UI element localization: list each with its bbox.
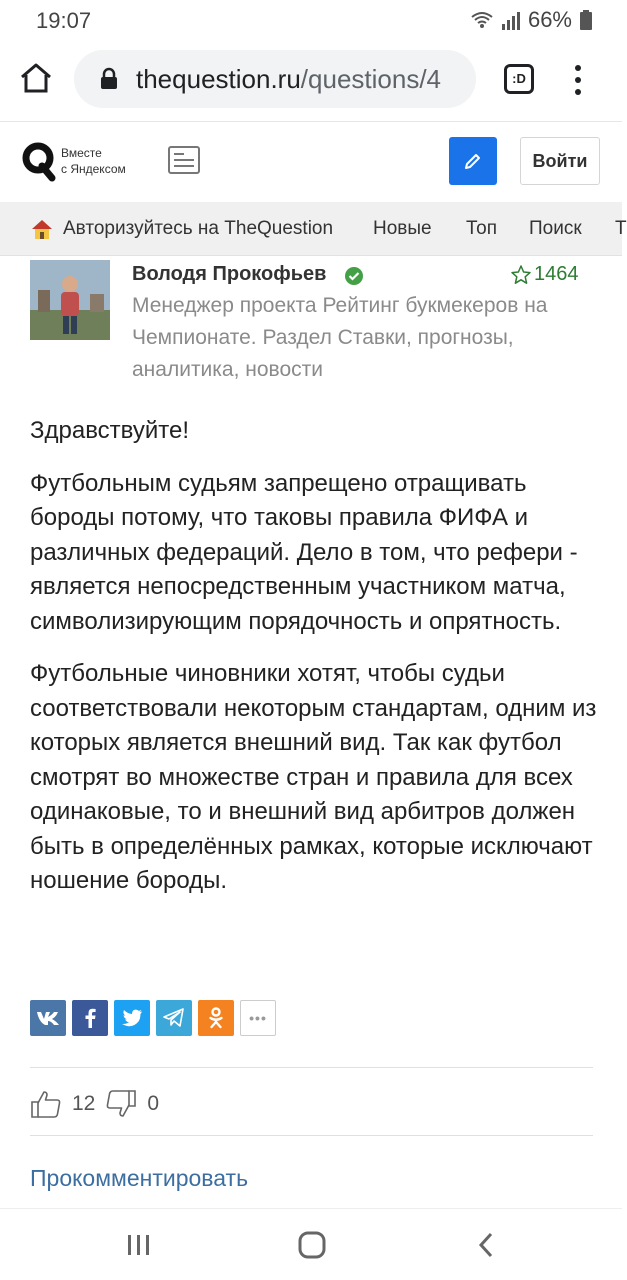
battery-icon (580, 10, 592, 30)
vote-row (30, 1084, 169, 1124)
write-question-button[interactable] (449, 137, 497, 185)
url-text[interactable] (136, 64, 462, 95)
home-icon[interactable] (18, 60, 54, 96)
author-rating (510, 263, 579, 286)
thumbs-up-icon[interactable] (30, 1089, 62, 1119)
facebook-icon (84, 1008, 96, 1028)
nav-item-top[interactable]: Топ (466, 218, 497, 239)
status-icons (470, 7, 592, 33)
tab-switcher-button[interactable]: :D (504, 64, 534, 94)
thequestion-logo-icon[interactable] (22, 140, 56, 180)
browser-toolbar (0, 40, 622, 122)
dislikes-count: 0 (147, 1092, 160, 1115)
author-description: Менеджер проекта Рейтинг букмекеров на Чемпионате. Раздел Ставки, прогнозы, аналитика, новости (132, 294, 548, 381)
share-facebook-button[interactable] (72, 1000, 108, 1036)
logo-tagline-line2: с Яндексом (61, 162, 126, 176)
share-ok-button[interactable] (198, 1000, 234, 1036)
answer-paragraph: Футбольным судьям запрещено отращивать бороды потому, что таковы правила ФИФА и различных федераций. Дело в том, что рефери - является непосредственным участником матча, символизирующим порядочность и опрятность. (30, 469, 578, 635)
answer-paragraph: Здравствуйте! (30, 417, 190, 444)
logo-tagline (61, 145, 126, 177)
feed-icon-line (174, 159, 194, 161)
nav-auth-link[interactable]: Авторизуйтесь на TheQuestion (63, 218, 334, 239)
more-vert-icon[interactable] (568, 64, 588, 96)
telegram-icon (163, 1008, 185, 1028)
share-vk-button[interactable] (30, 1000, 66, 1036)
answer-body (30, 414, 600, 917)
system-navigation-bar (0, 1208, 622, 1280)
nav-item-search[interactable]: Поиск (529, 218, 582, 239)
status-bar (0, 0, 622, 40)
avatar[interactable] (30, 260, 110, 340)
nav-bar (0, 202, 627, 256)
avatar-photo (30, 260, 110, 340)
divider (30, 1135, 593, 1136)
share-buttons (30, 1000, 276, 1036)
odnoklassniki-icon (208, 1007, 224, 1029)
pencil-icon (463, 151, 483, 171)
address-bar[interactable] (74, 50, 476, 108)
nav-item-new[interactable]: Новые (373, 218, 432, 239)
feed-icon[interactable] (168, 146, 200, 174)
rating-value: 1464 (534, 263, 579, 285)
logo-tagline-line1: Вместе (61, 146, 102, 160)
share-twitter-button[interactable] (114, 1000, 150, 1036)
house-icon (30, 217, 54, 241)
vk-icon (36, 1010, 60, 1026)
star-icon (510, 264, 532, 286)
recent-apps-icon[interactable] (126, 1233, 152, 1257)
share-telegram-button[interactable] (156, 1000, 192, 1036)
back-icon[interactable] (476, 1231, 496, 1259)
verified-icon (344, 266, 364, 286)
likes-count: 12 (72, 1092, 96, 1115)
login-button[interactable]: Войти (520, 137, 600, 185)
feed-icon-line (174, 153, 184, 155)
battery-percent: 66% (527, 7, 572, 32)
home-button-icon[interactable] (298, 1231, 326, 1259)
answer-paragraph: Футбольные чиновники хотят, чтобы судьи соответствовали некоторым стандартам, одним из которых является внешний вид. Так как футбол смотрят во множестве стран и правила для всех одинаковые, то и внешний вид арбитров должен быть в определённых рамках, которые исключают ношение бороды. (30, 660, 597, 894)
twitter-icon (121, 1009, 143, 1027)
url-path: /questions/4 (300, 64, 442, 94)
feed-icon-line (174, 165, 194, 167)
site-header (0, 122, 622, 202)
nav-item-cut[interactable]: Т (615, 218, 627, 239)
lock-icon (100, 68, 118, 90)
thumbs-down-icon[interactable] (105, 1089, 137, 1119)
share-more-button[interactable]: ••• (240, 1000, 276, 1036)
author-name[interactable]: Володя Прокофьев (132, 263, 327, 285)
signal-icon (502, 10, 520, 30)
wifi-icon (470, 10, 494, 30)
status-time: 19:07 (36, 8, 92, 33)
comment-link[interactable]: Прокомментировать (30, 1165, 249, 1191)
divider (30, 1067, 593, 1068)
url-domain: thequestion.ru (136, 64, 301, 94)
